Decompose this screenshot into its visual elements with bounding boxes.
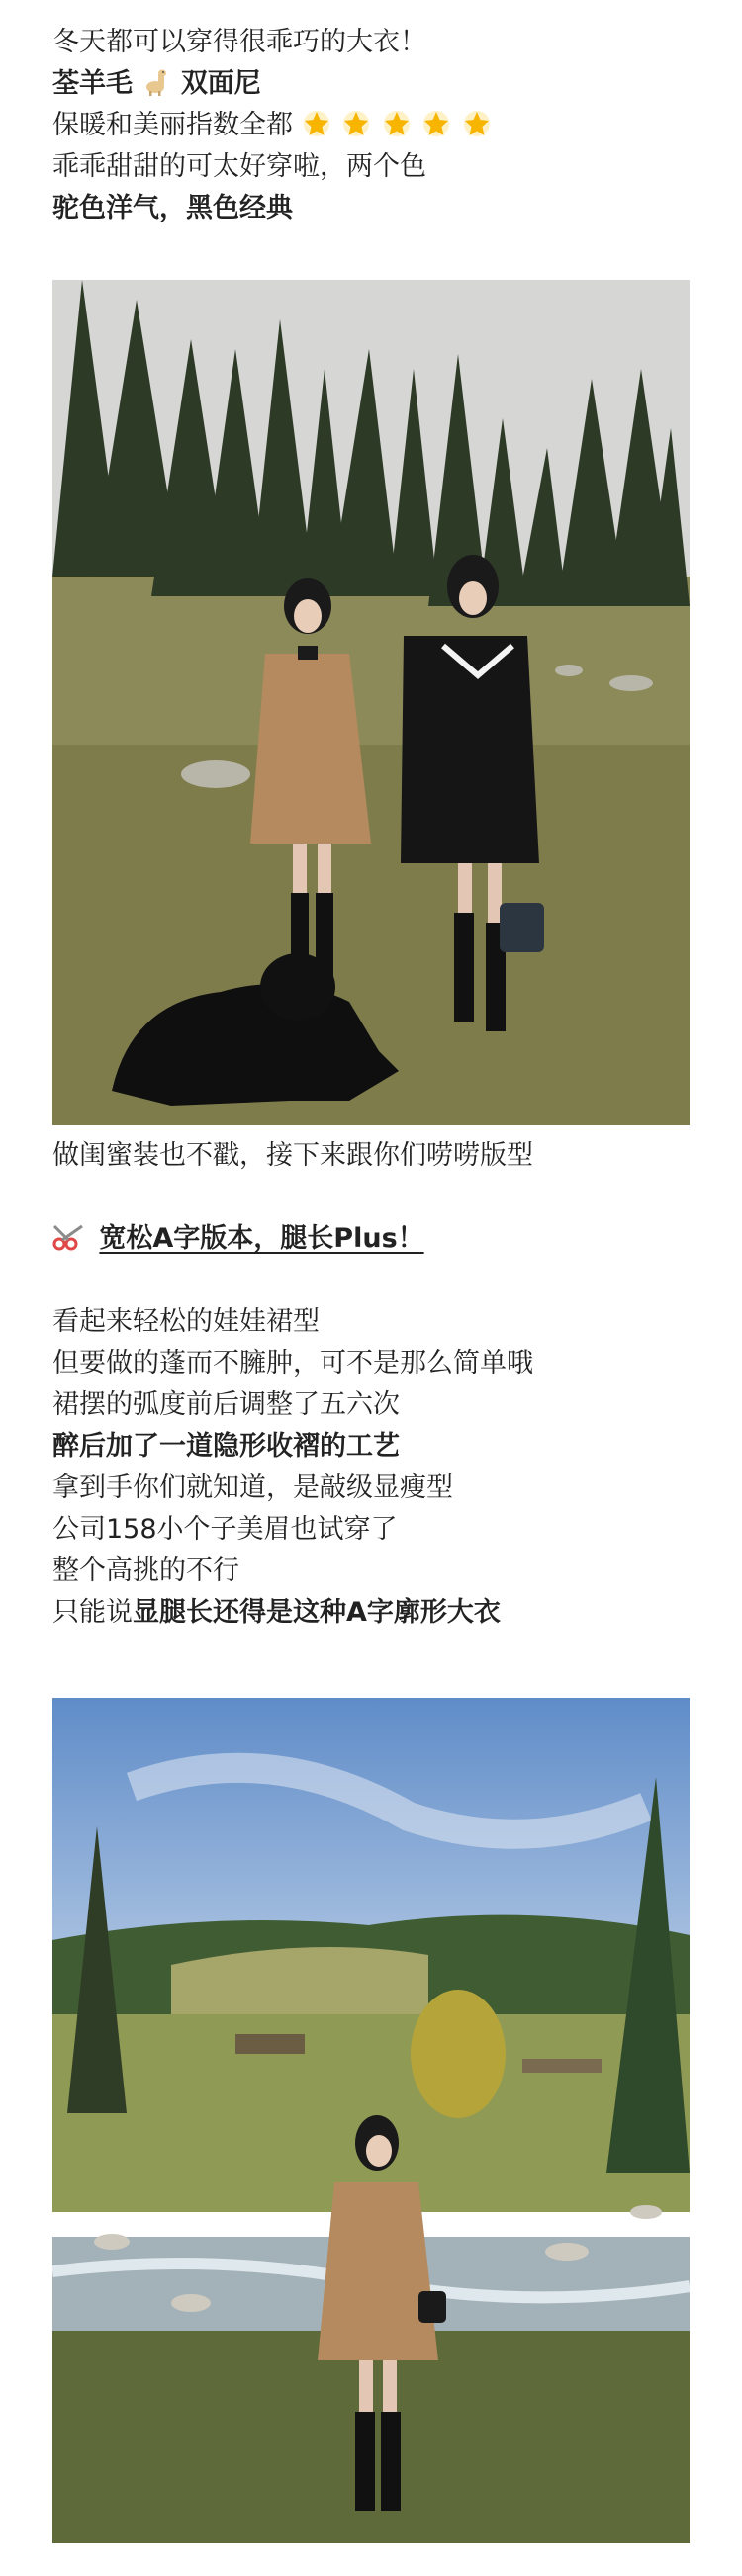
photo-illustration <box>52 280 690 1125</box>
body-line-5: 拿到手你们就知道，是敲级显瘦型 <box>52 1472 453 1503</box>
star-icon <box>341 109 371 138</box>
intro-line-2 <box>52 63 705 105</box>
star-icon <box>421 109 451 138</box>
body-line-8 <box>52 1592 705 1634</box>
intro-line-2-after: 双面尼 <box>180 68 261 99</box>
photo-illustration-2 <box>52 1698 690 2543</box>
caption-1-text: 做闺蜜装也不戳，接下来跟你们唠唠版型 <box>52 1140 533 1171</box>
section-title-text: 宽松A字版本，腿长Plus！ <box>99 1223 424 1254</box>
caption-1 <box>52 1135 705 1177</box>
body-line-8-bold: 显腿长还得是这种A字廓形大衣 <box>133 1597 501 1628</box>
section-title <box>52 1218 705 1260</box>
body-line-8-before: 只能说 <box>52 1597 133 1628</box>
body-line-3: 裙摆的弧度前后调整了五六次 <box>52 1389 400 1420</box>
intro-line-2-before: 荃羊毛 <box>52 68 133 99</box>
photo-two-women-with-dog[interactable] <box>52 280 690 1125</box>
star-icon <box>302 109 331 138</box>
intro-line-5: 驼色洋气，黑色经典 <box>52 193 293 223</box>
star-icon <box>462 109 492 138</box>
intro-line-3-text: 保暖和美丽指数全都 <box>52 110 293 140</box>
star-icon <box>382 109 412 138</box>
photo-woman-in-valley[interactable] <box>52 1698 690 2543</box>
section-title-line <box>52 1218 705 1260</box>
intro-line-1: 冬天都可以穿得很乖巧的大衣！ <box>52 27 426 57</box>
body-line-6: 公司158小个子美眉也试穿了 <box>52 1514 398 1545</box>
body-line-1: 看起来轻松的娃娃裙型 <box>52 1306 320 1337</box>
body-line-7: 整个高挑的不行 <box>52 1555 239 1586</box>
intro-text <box>52 22 705 229</box>
intro-line-3 <box>52 105 705 146</box>
body-text <box>52 1301 705 1634</box>
star-rating <box>302 110 494 140</box>
scissors-icon <box>52 1222 88 1252</box>
body-line-4: 醉后加了一道隐形收褶的工艺 <box>52 1431 400 1462</box>
intro-line-4: 乖乖甜甜的可太好穿啦，两个色 <box>52 151 426 182</box>
alpaca-emoji-icon <box>141 67 171 97</box>
body-line-2: 但要做的蓬而不臃肿，可不是那么简单哦 <box>52 1348 533 1378</box>
